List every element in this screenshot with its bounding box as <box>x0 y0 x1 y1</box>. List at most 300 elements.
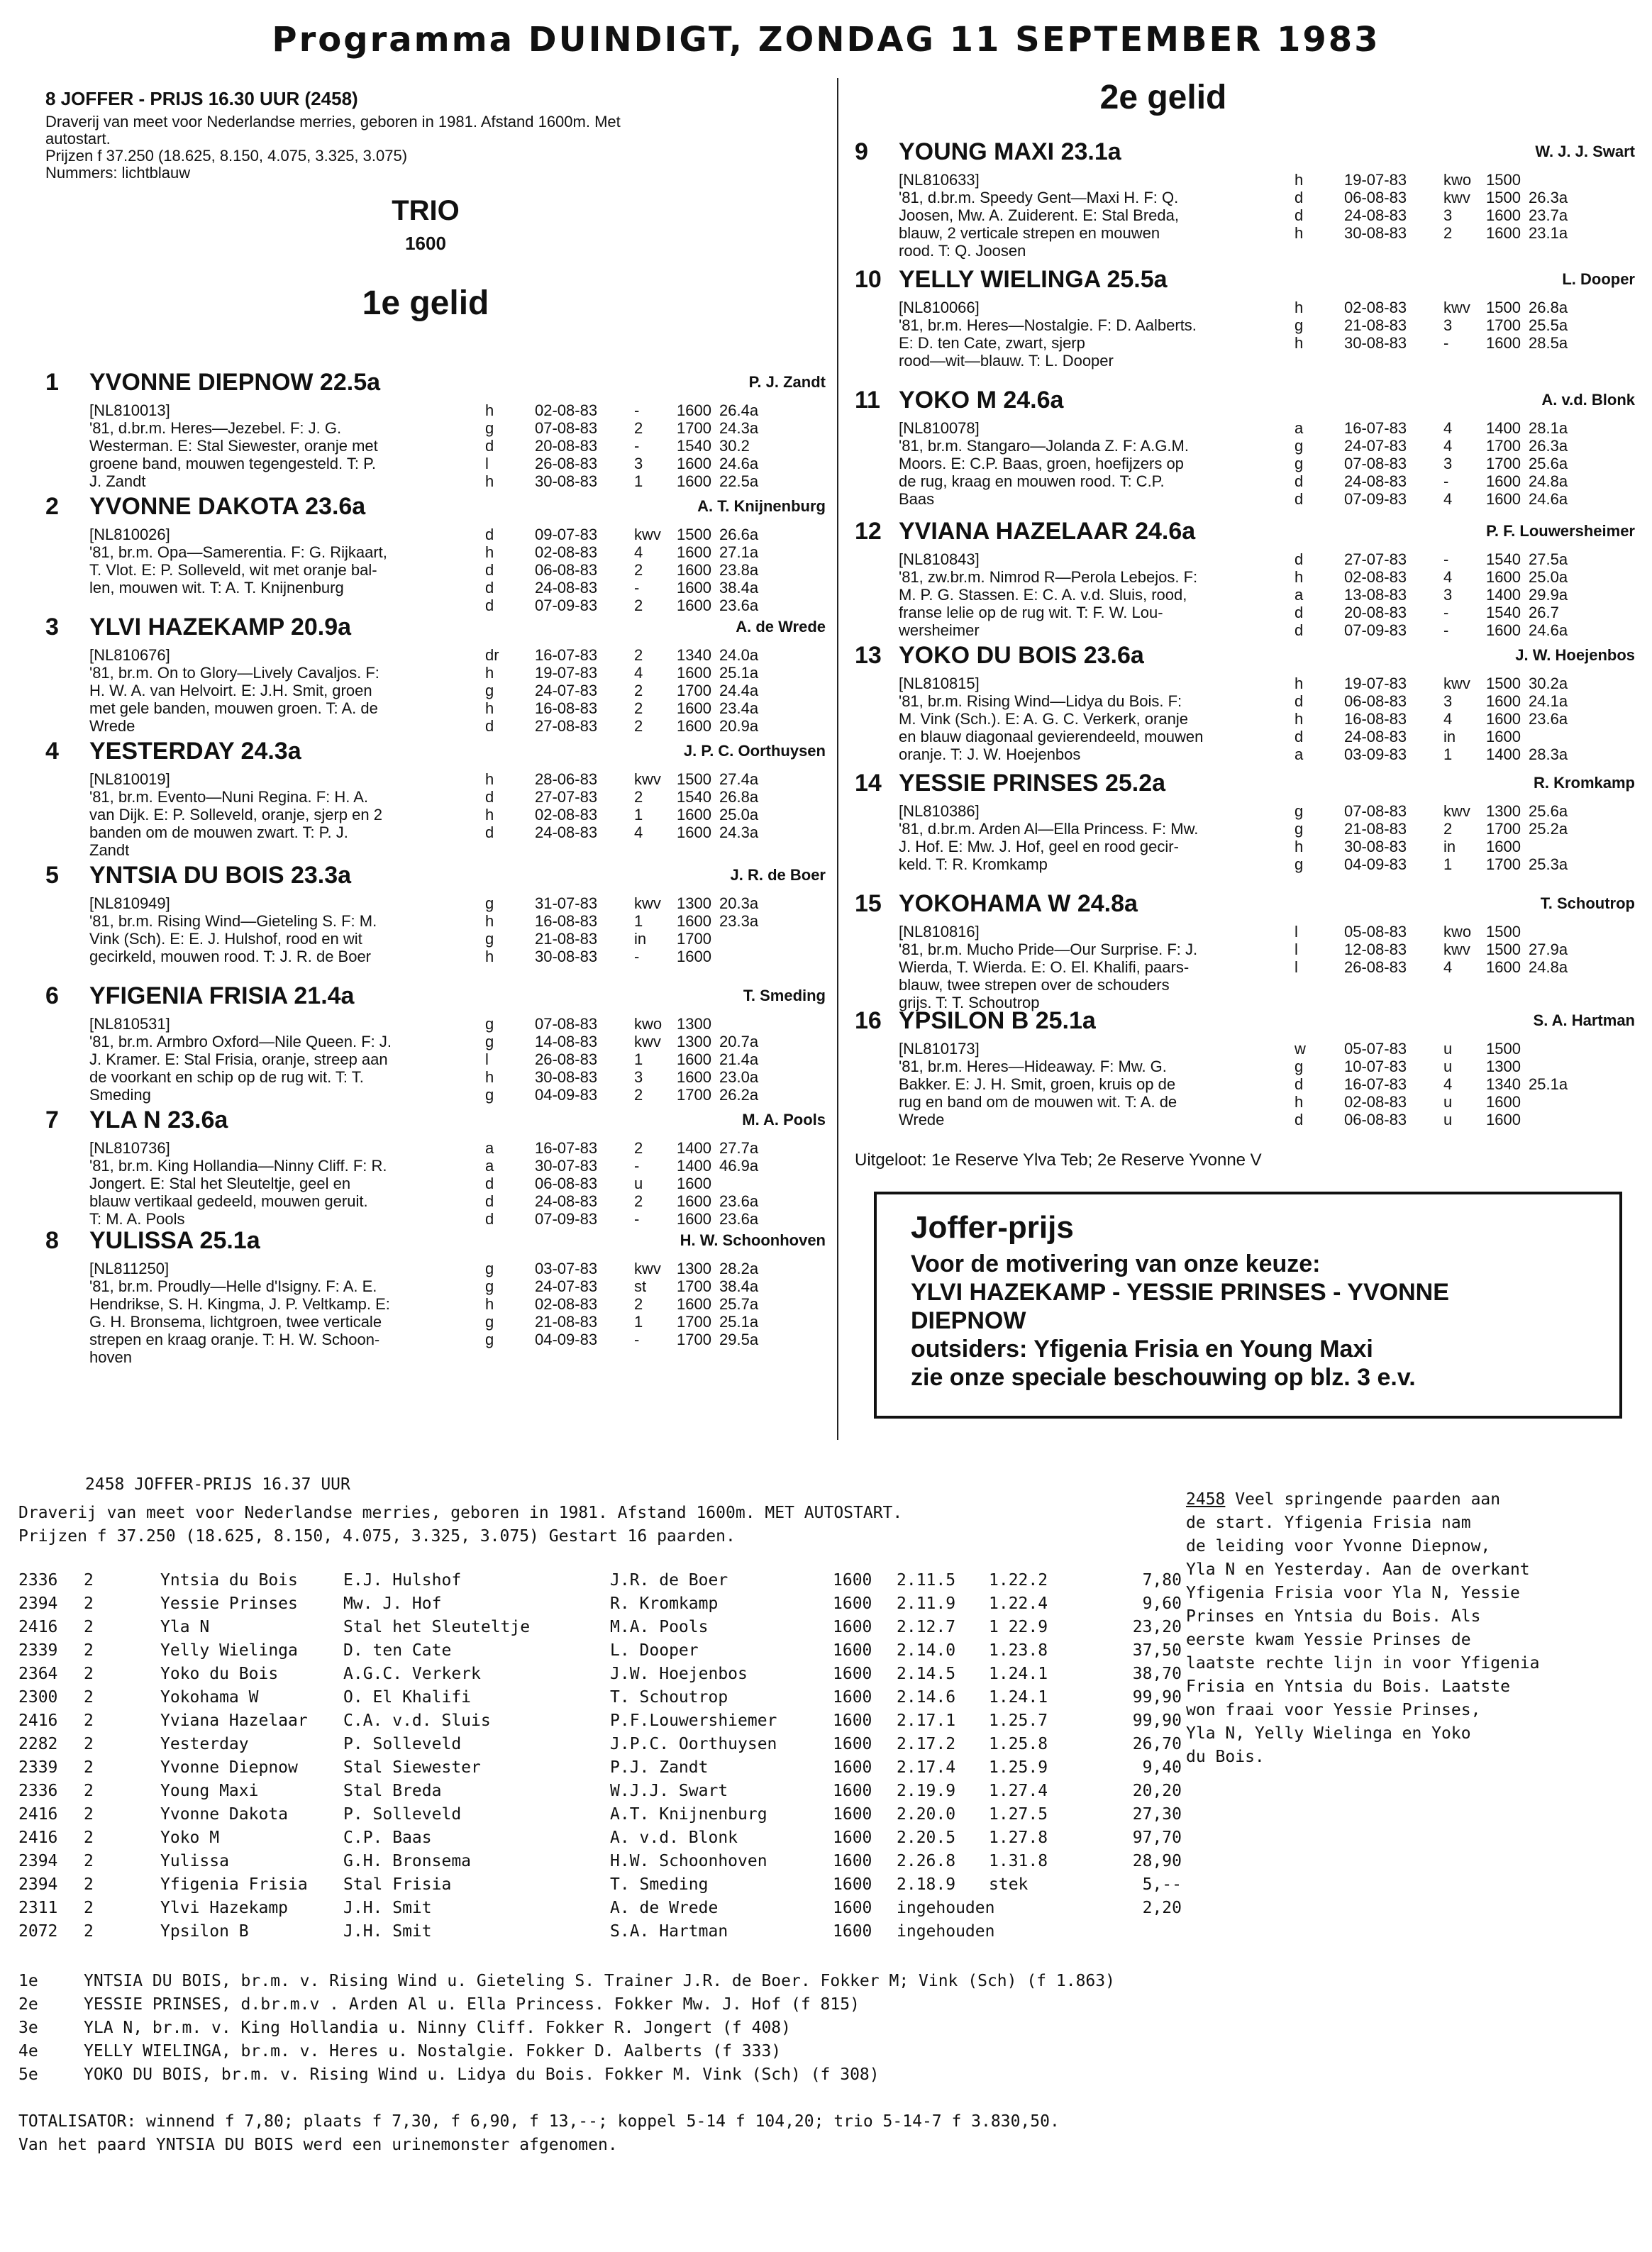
race-date: 21-08-83 <box>1344 820 1407 838</box>
track-code: l <box>1295 923 1298 941</box>
km-time: 38.4a <box>719 1277 759 1295</box>
prediction-title: Joffer-prijs <box>911 1210 1074 1245</box>
result-row <box>1295 334 1635 352</box>
entry-number: 5 <box>45 862 59 889</box>
trainer-name: J. P. C. Oorthuysen <box>683 742 826 760</box>
placing: - <box>1443 550 1449 568</box>
horse-name: YESTERDAY 24.3a <box>89 738 301 765</box>
result-row <box>1295 675 1635 692</box>
result-row <box>485 823 826 841</box>
placing: u <box>1443 1093 1453 1111</box>
distance: 1600 <box>833 1735 872 1753</box>
km-time: 28.2a <box>719 1260 759 1277</box>
winner-row <box>18 2042 1366 2065</box>
placing: 2 <box>634 788 643 806</box>
distance: 1600 <box>1486 472 1521 490</box>
result-row <box>485 912 826 930</box>
entry-number: 4 <box>45 738 59 765</box>
result-row <box>485 699 826 717</box>
comment-line: Yla N, Yelly Wielinga en Yoko <box>1186 1724 1471 1743</box>
race-date: 16-07-83 <box>535 646 598 664</box>
race-date: 24-08-83 <box>1344 728 1407 745</box>
distance: 1600 <box>677 1175 711 1192</box>
placing: 4 <box>1443 490 1453 508</box>
description-line: Baas <box>899 490 935 508</box>
horse-description <box>89 770 522 859</box>
result-row <box>485 455 826 472</box>
distance: 1600 <box>1486 838 1521 855</box>
result-row <box>485 664 826 682</box>
km-time: 26.8a <box>719 788 759 806</box>
race-date: 24-08-83 <box>535 823 598 841</box>
result-row <box>1295 568 1635 586</box>
race-date: 21-08-83 <box>535 930 598 948</box>
placing: 1 <box>1443 855 1453 873</box>
starter-code: 2416 <box>18 1712 58 1730</box>
result-row <box>485 1015 826 1033</box>
comment-line: du Bois. <box>1186 1748 1265 1766</box>
odds: 5,-- <box>1142 1875 1182 1894</box>
race-date: 07-09-83 <box>1344 621 1407 639</box>
result-row <box>485 526 826 543</box>
result-row <box>1295 802 1635 820</box>
entry-number: 7 <box>45 1106 59 1133</box>
race-date: 03-07-83 <box>535 1260 598 1277</box>
track-code: g <box>485 1033 494 1050</box>
horse: Young Maxi <box>160 1782 259 1800</box>
km-time: 28.5a <box>1529 334 1568 352</box>
km-time: 25.3a <box>1529 855 1568 873</box>
placing: kwo <box>1443 171 1472 189</box>
starter-code: 2416 <box>18 1805 58 1824</box>
race-date: 07-08-83 <box>1344 802 1407 820</box>
description-line: [NL810676] <box>89 646 170 664</box>
class: 2 <box>84 1735 94 1753</box>
horse-description <box>899 675 1331 763</box>
race-date: 24-08-83 <box>535 1192 598 1210</box>
comment-race-number: 2458 <box>1186 1490 1226 1509</box>
distance: 1700 <box>677 930 711 948</box>
comment-line: Frisia en Yntsia du Bois. Laatste <box>1186 1677 1510 1696</box>
distance: 1700 <box>1486 820 1521 838</box>
result-description <box>18 1502 1153 1548</box>
trainer-name: W. J. J. Swart <box>1535 143 1635 160</box>
trainer: W.J.J. Swart <box>610 1782 728 1800</box>
class: 2 <box>84 1899 94 1917</box>
trainer: J.R. de Boer <box>610 1571 728 1590</box>
description-line: groene band, mouwen tegengesteld. T: P. <box>89 455 377 472</box>
distance: 1600 <box>1486 710 1521 728</box>
race-desc-line: autostart. <box>45 130 111 148</box>
owner: Stal Breda <box>343 1782 442 1800</box>
track-code: a <box>485 1139 494 1157</box>
race-date: 24-08-83 <box>1344 472 1407 490</box>
distance: 1540 <box>677 788 711 806</box>
placing: 2 <box>634 419 643 437</box>
trainer: S.A. Hartman <box>610 1922 728 1941</box>
race-date: 06-08-83 <box>535 561 598 579</box>
description-line: [NL810816] <box>899 923 980 941</box>
result-row <box>1295 621 1635 639</box>
total-time: 2.11.9 <box>897 1594 956 1613</box>
entry-number: 6 <box>45 982 59 1009</box>
description-line: Zandt <box>89 841 130 859</box>
description-line: blauw vertikaal gedeeld, mouwen geruit. <box>89 1192 368 1210</box>
race-date: 19-07-83 <box>535 664 598 682</box>
km-time: 23.3a <box>719 912 759 930</box>
km-time: 26.3a <box>1529 189 1568 206</box>
distance: 1500 <box>677 526 711 543</box>
trainer: T. Smeding <box>610 1875 709 1894</box>
distance: 1600 <box>677 472 711 490</box>
owner: J.H. Smit <box>343 1922 432 1941</box>
page-title: Programma DUINDIGT, ZONDAG 11 SEPTEMBER 1983 <box>272 20 1380 60</box>
distance: 1600 <box>833 1758 872 1777</box>
recent-results <box>1295 171 1635 242</box>
description-line: Wierda, T. Wierda. E: O. El. Khalifi, paars- <box>899 958 1190 976</box>
description-line: [NL810173] <box>899 1040 980 1058</box>
distance: 1600 <box>677 664 711 682</box>
horse-description <box>89 401 522 490</box>
track-code: g <box>485 1015 494 1033</box>
description-line: en blauw diagonaal gevierendeeld, mouwen <box>899 728 1204 745</box>
race-date: 06-08-83 <box>535 1175 598 1192</box>
horse-description <box>89 1139 522 1228</box>
winner-row <box>18 1995 1366 2019</box>
recent-results <box>485 526 826 614</box>
result-table-row <box>18 1875 1182 1899</box>
track-code: g <box>1295 316 1304 334</box>
total-time: 2.11.5 <box>897 1571 956 1590</box>
odds: 23,20 <box>1132 1618 1182 1636</box>
odds: 28,90 <box>1132 1852 1182 1870</box>
distance: 1700 <box>1486 455 1521 472</box>
trainer-name: T. Smeding <box>743 987 826 1004</box>
horse-name: YPSILON B 25.1a <box>899 1007 1096 1034</box>
distance: 1500 <box>1486 941 1521 958</box>
result-table-row <box>18 1899 1182 1922</box>
starter-code: 2394 <box>18 1852 58 1870</box>
result-row <box>1295 1075 1635 1093</box>
race-description <box>45 113 797 182</box>
horse-description <box>899 923 1331 1011</box>
km-time: 26.2a <box>719 1086 759 1104</box>
track-code: d <box>1295 550 1304 568</box>
race-date: 30-08-83 <box>535 472 598 490</box>
comment-line: won fraai voor Yessie Prinses, <box>1186 1701 1481 1719</box>
description-line: blauw, twee strepen over de schouders <box>899 976 1170 994</box>
total-time: ingehouden <box>897 1922 995 1941</box>
track-code: g <box>1295 1058 1304 1075</box>
result-table-row <box>18 1571 1182 1594</box>
result-row <box>1295 586 1635 604</box>
horse-name: YESSIE PRINSES 25.2a <box>899 770 1166 797</box>
race-date: 24-08-83 <box>535 579 598 597</box>
comment-line: 2458 Veel springende paarden aan <box>1186 1490 1501 1509</box>
horse-name: YOUNG MAXI 23.1a <box>899 138 1121 165</box>
recent-results <box>485 1139 826 1228</box>
km-time: 22.5a <box>719 472 759 490</box>
description-line: G. H. Bronsema, lichtgroen, twee verticale <box>89 1313 382 1331</box>
entry-number: 2 <box>45 493 59 520</box>
track-code: a <box>1295 419 1304 437</box>
result-row <box>485 930 826 948</box>
placing: 3 <box>1443 316 1453 334</box>
trainer-name: H. W. Schoonhoven <box>680 1231 826 1249</box>
result-table-row <box>18 1852 1182 1875</box>
description-line: '81, br.m. Stangaro—Jolanda Z. F: A.G.M. <box>899 437 1189 455</box>
track-code: d <box>1295 692 1304 710</box>
result-row <box>1295 604 1635 621</box>
class: 2 <box>84 1641 94 1660</box>
winner-details: YNTSIA DU BOIS, br.m. v. Rising Wind u. Gieteling S. Trainer J.R. de Boer. Fokker M; Vink (Sch) (f 1.863) <box>84 1972 1115 1990</box>
km-time: 28.1a <box>1529 419 1568 437</box>
description-line: '81, br.m. Opa—Samerentia. F: G. Rijkaart, <box>89 543 387 561</box>
result-table-row <box>18 1758 1182 1782</box>
recent-results <box>485 1015 826 1104</box>
placing: - <box>634 1210 640 1228</box>
trainer: T. Schoutrop <box>610 1688 728 1707</box>
horse-name: YOKO DU BOIS 23.6a <box>899 642 1144 669</box>
track-code: d <box>485 437 494 455</box>
track-code: g <box>485 1313 494 1331</box>
distance: 1600 <box>833 1712 872 1730</box>
race-date: 30-08-83 <box>535 948 598 965</box>
track-code: d <box>1295 490 1304 508</box>
placing: 3 <box>1443 692 1453 710</box>
race-date: 30-08-83 <box>535 1068 598 1086</box>
km-time: 25.6a <box>1529 455 1568 472</box>
trainer-name: A. de Wrede <box>736 618 826 636</box>
distance: 1700 <box>677 419 711 437</box>
distance: 1600 <box>677 561 711 579</box>
km-time: 1.27.5 <box>989 1805 1048 1824</box>
placing: 2 <box>634 1192 643 1210</box>
horse-name: YOKOHAMA W 24.8a <box>899 890 1138 917</box>
distance: 1300 <box>1486 802 1521 820</box>
result-row <box>485 788 826 806</box>
description-line: '81, d.br.m. Speedy Gent—Maxi H. F: Q. <box>899 189 1179 206</box>
distance: 1600 <box>677 912 711 930</box>
horse-description <box>899 1040 1331 1128</box>
description-line: '81, br.m. Heres—Hideaway. F: Mw. G. <box>899 1058 1167 1075</box>
placing: - <box>634 401 640 419</box>
horse: Yntsia du Bois <box>160 1571 298 1590</box>
result-row <box>485 1033 826 1050</box>
track-code: a <box>485 1157 494 1175</box>
km-time: 24.3a <box>719 419 759 437</box>
distance: 1400 <box>1486 419 1521 437</box>
race-date: 20-08-83 <box>1344 604 1407 621</box>
distance: 1340 <box>1486 1075 1521 1093</box>
distance: 1600 <box>833 1922 872 1941</box>
horse: Yoko M <box>160 1829 220 1847</box>
race-date: 04-09-83 <box>535 1331 598 1348</box>
km-time: 23.4a <box>719 699 759 717</box>
description-line: banden om de mouwen zwart. T: P. J. <box>89 823 348 841</box>
description-line: '81, br.m. Rising Wind—Lidya du Bois. F: <box>899 692 1182 710</box>
track-code: h <box>485 806 494 823</box>
placing: - <box>634 579 640 597</box>
placing: kwv <box>634 1260 661 1277</box>
placing: 5e <box>18 2065 38 2084</box>
distance: 1600 <box>677 806 711 823</box>
placing: kwo <box>634 1015 663 1033</box>
description-line: franse lelie op de rug wit. T: F. W. Lou- <box>899 604 1163 621</box>
description-line: hoven <box>89 1348 132 1366</box>
km-time: 1.25.9 <box>989 1758 1048 1777</box>
km-time: 38.4a <box>719 579 759 597</box>
distance: 1600 <box>677 455 711 472</box>
km-time: 27.4a <box>719 770 759 788</box>
result-table-row <box>18 1665 1182 1688</box>
placing: 4 <box>1443 1075 1453 1093</box>
description-line: blauw, 2 verticale strepen en mouwen <box>899 224 1160 242</box>
track-code: h <box>485 948 494 965</box>
distance: 1600 <box>677 579 711 597</box>
result-table-row <box>18 1922 1182 1946</box>
km-time: 20.9a <box>719 717 759 735</box>
recent-results <box>485 1260 826 1348</box>
class: 2 <box>84 1688 94 1707</box>
trainer: P.F.Louwershiemer <box>610 1712 777 1730</box>
placing: 2 <box>634 646 643 664</box>
distance: 1600 <box>1486 568 1521 586</box>
race-comment <box>1186 1488 1583 1769</box>
distance: 1600 <box>1486 958 1521 976</box>
winner-details: YESSIE PRINSES, d.br.m.v . Arden Al u. Ella Princess. Fokker Mw. J. Hof (f 815) <box>84 1995 860 2014</box>
horse-description <box>89 1260 522 1366</box>
entry-number: 8 <box>45 1227 59 1254</box>
description-line: '81, br.m. Mucho Pride—Our Surprise. F: J. <box>899 941 1198 958</box>
km-time: 23.1a <box>1529 224 1568 242</box>
race-date: 16-07-83 <box>535 1139 598 1157</box>
owner: A.G.C. Verkerk <box>343 1665 481 1683</box>
distance: 1600 <box>677 543 711 561</box>
description-line: Wrede <box>89 717 135 735</box>
horse-name: YOKO M 24.6a <box>899 387 1064 414</box>
result-row <box>1295 1111 1635 1128</box>
placing: kwv <box>1443 189 1470 206</box>
placing: st <box>634 1277 647 1295</box>
km-time: 30.2a <box>1529 675 1568 692</box>
km-time: 25.7a <box>719 1295 759 1313</box>
description-line: Smeding <box>89 1086 151 1104</box>
description-line: Wrede <box>899 1111 945 1128</box>
km-time: 1.22.2 <box>989 1571 1048 1590</box>
trio-title: TRIO <box>392 195 460 226</box>
race-date: 19-07-83 <box>1344 675 1407 692</box>
totalisator-line: TOTALISATOR: winnend f 7,80; plaats f 7,30, f 6,90, f 13,--; koppel 5-14 f 104,20; trio 5-14-7 f 3.830,50. <box>18 2112 1060 2131</box>
race-date: 02-08-83 <box>1344 299 1407 316</box>
distance: 1600 <box>833 1875 872 1894</box>
trio-distance: 1600 <box>405 233 446 254</box>
entry-number: 9 <box>855 138 868 165</box>
race-date: 06-08-83 <box>1344 692 1407 710</box>
result-table-row <box>18 1618 1182 1641</box>
horse-name: YVONNE DAKOTA 23.6a <box>89 493 366 520</box>
total-time: 2.17.2 <box>897 1735 956 1753</box>
km-time: 28.3a <box>1529 745 1568 763</box>
second-row-heading: 2e gelid <box>1099 79 1227 116</box>
placing: 2 <box>634 1139 643 1157</box>
track-code: h <box>1295 568 1304 586</box>
recent-results <box>1295 550 1635 639</box>
km-time: 1.24.1 <box>989 1665 1048 1683</box>
race-desc-line: Nummers: lichtblauw <box>45 164 191 182</box>
placing: 4 <box>1443 437 1453 455</box>
result-row <box>1295 437 1635 455</box>
starter-code: 2282 <box>18 1735 58 1753</box>
race-date: 14-08-83 <box>535 1033 598 1050</box>
owner: Stal Siewester <box>343 1758 481 1777</box>
distance: 1700 <box>677 1277 711 1295</box>
horse: Yulissa <box>160 1852 229 1870</box>
race-date: 27-07-83 <box>535 788 598 806</box>
track-code: g <box>485 419 494 437</box>
result-row <box>485 1175 826 1192</box>
odds: 20,20 <box>1132 1782 1182 1800</box>
entry-number: 12 <box>855 518 882 545</box>
track-code: d <box>485 579 494 597</box>
race-date: 02-08-83 <box>1344 568 1407 586</box>
race-date: 28-06-83 <box>535 770 598 788</box>
trainer: P.J. Zandt <box>610 1758 709 1777</box>
horse-description <box>89 894 522 965</box>
horse: Yvonne Diepnow <box>160 1758 298 1777</box>
placing: 4 <box>634 543 643 561</box>
comment-line: de leiding voor Yvonne Diepnow, <box>1186 1537 1491 1555</box>
horse: Yokohama W <box>160 1688 259 1707</box>
result-row <box>485 948 826 965</box>
km-time: 25.0a <box>1529 568 1568 586</box>
result-row <box>1295 206 1635 224</box>
owner: P. Solleveld <box>343 1735 462 1753</box>
result-row <box>1295 710 1635 728</box>
distance: 1400 <box>1486 586 1521 604</box>
race-date: 16-08-83 <box>535 699 598 717</box>
track-code: h <box>485 664 494 682</box>
km-time: 25.1a <box>1529 1075 1568 1093</box>
recent-results <box>485 770 826 841</box>
km-time: 26.8a <box>1529 299 1568 316</box>
distance: 1300 <box>1486 1058 1521 1075</box>
description-line: Westerman. E: Stal Siewester, oranje met <box>89 437 378 455</box>
owner: E.J. Hulshof <box>343 1571 462 1590</box>
km-time: 27.9a <box>1529 941 1568 958</box>
recent-results <box>1295 299 1635 352</box>
km-time: 1.24.1 <box>989 1688 1048 1707</box>
starter-code: 2339 <box>18 1758 58 1777</box>
race-heading: 8 JOFFER - PRIJS 16.30 UUR (2458) <box>45 88 358 109</box>
track-code: l <box>485 1050 489 1068</box>
description-line: [NL810013] <box>89 401 170 419</box>
distance: 1400 <box>677 1157 711 1175</box>
km-time: 24.1a <box>1529 692 1568 710</box>
km-time: 1.23.8 <box>989 1641 1048 1660</box>
placing: 4 <box>1443 419 1453 437</box>
track-code: d <box>485 1192 494 1210</box>
result-row <box>1295 820 1635 838</box>
placing: - <box>634 948 640 965</box>
race-date: 10-07-83 <box>1344 1058 1407 1075</box>
placing: u <box>634 1175 643 1192</box>
distance: 1340 <box>677 646 711 664</box>
class: 2 <box>84 1875 94 1894</box>
trainer-name: A. v.d. Blonk <box>1541 391 1635 409</box>
result-row <box>485 1050 826 1068</box>
horse-description <box>899 550 1331 639</box>
